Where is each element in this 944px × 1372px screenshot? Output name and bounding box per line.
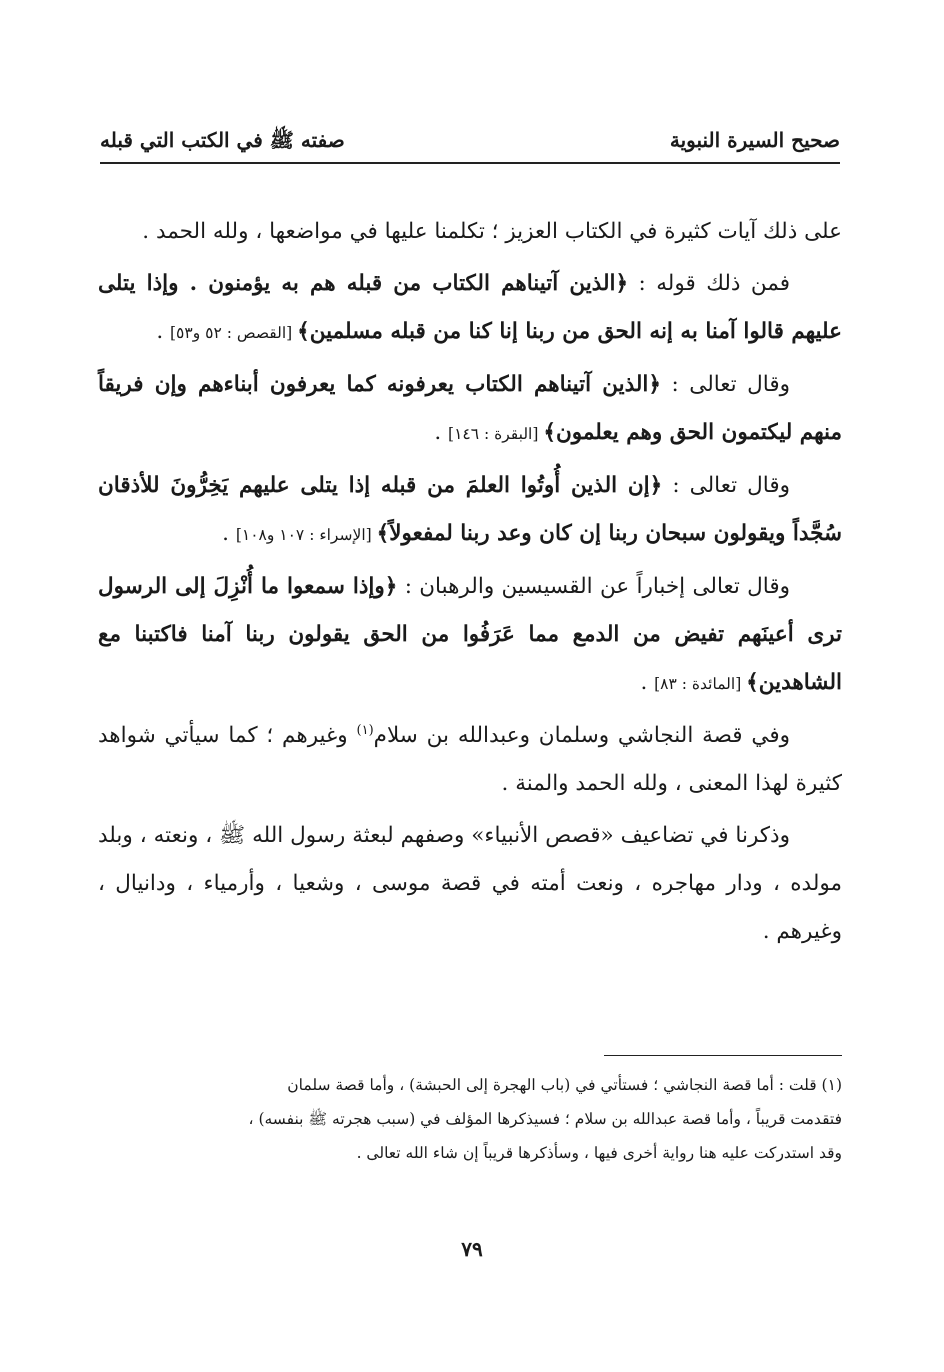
paragraph-end: وغيرهم ؛ كما سيأتي شواهد كثيرة لهذا المعنى ، ولله الحمد والمنة .	[98, 723, 842, 796]
footnote-rule	[604, 1055, 842, 1056]
footnote-marker[interactable]: (١)	[356, 722, 374, 738]
book-title: صحيح السيرة النبوية	[669, 128, 840, 152]
quran-quote: ﴿الذين آتيناهم الكتاب يعرفونه كما يعرفون أبناءهم وإن فريقاً منهم ليكتمون الحق وهم يعلمون﴾	[98, 372, 842, 445]
paragraph-lead: وفي قصة النجاشي وسلمان وعبدالله بن سلام	[373, 723, 790, 748]
quran-quote: ﴿الذين آتيناهم الكتاب من قبله هم به يؤمنون . وإذا يتلى عليهم قالوا آمنا به إنه الحق من ربنا إنا كنا من قبله مسلمين﴾	[98, 271, 842, 344]
paragraph-2	[98, 260, 842, 357]
paragraph-lead: وقال تعالى :	[661, 372, 790, 397]
paragraph-1	[98, 208, 842, 256]
paragraph-7	[98, 812, 842, 956]
paragraph-lead: وقال تعالى إخباراً عن القسيسين والرهبان :	[397, 574, 791, 599]
paragraph-lead: وقال تعالى :	[662, 473, 790, 498]
quran-quote: ﴿إن الذين أُوتُوا العلمَ من قبله إذا يتلى عليهم يَخِرُّونَ للأذقان سُجَّداً ويقولون سبحان ربنا إن كان وعد ربنا لمفعولاً﴾	[98, 473, 842, 546]
header-rule	[100, 162, 840, 164]
verse-reference: [البقرة : ١٤٦]	[448, 425, 544, 443]
paragraph-3	[98, 361, 842, 458]
paragraph-end: .	[434, 420, 449, 445]
paragraph-end: .	[222, 521, 236, 546]
footnote-line: وقد استدركت عليه هنا رواية أخرى فيها ، وسأذكرها قريباً إن شاء الله تعالى .	[356, 1144, 842, 1162]
footnote-line: (١) قلت : أما قصة النجاشي ؛ فستأتي في (باب الهجرة إلى الحبشة) ، وأما قصة سلمان	[287, 1076, 842, 1094]
footnote-line: فتقدمت قريباً ، وأما قصة عبدالله بن سلام ؛ فسيذكرها المؤلف في (سبب هجرته ﷺ بنفسه) ،	[248, 1110, 842, 1128]
footnote	[98, 1068, 842, 1170]
running-header	[100, 120, 840, 160]
paragraph-text: على ذلك آيات كثيرة في الكتاب العزيز ؛ تكلمنا عليها في مواضعها ، ولله الحمد .	[142, 219, 842, 244]
paragraph-5	[98, 563, 842, 708]
paragraph-4	[98, 462, 842, 559]
paragraph-6	[98, 712, 842, 808]
body-text	[98, 208, 842, 956]
page-number: ٧٩	[461, 1237, 483, 1261]
verse-reference: [القصص : ٥٢ و٥٣]	[169, 324, 298, 342]
chapter-title: صفته ﷺ في الكتب التي قبله	[100, 128, 345, 152]
verse-reference: [الإسراء : ١٠٧ و١٠٨]	[235, 526, 377, 544]
paragraph-end: .	[156, 319, 170, 344]
paragraph-text: وذكرنا في تضاعيف «قصص الأنبياء» وصفهم لبعثة رسول الله ﷺ ، ونعته ، وبلد مولده ، ودار مهاجره ، ونعت أمته في قصة موسى ، وشعيا ، وأرمياء ، ودانيال ، وغيرهم .	[98, 823, 842, 944]
paragraph-end: .	[640, 670, 655, 695]
quran-quote: ﴿وإذا سمعوا ما أُنْزِلَ إلى الرسول ترى أعينَهم تفيض من الدمع مما عَرَفُوا من الحق يقولون ربنا آمنا فاكتبنا مع الشاهدين﴾	[98, 574, 842, 695]
paragraph-lead: فمن ذلك قوله :	[628, 271, 790, 296]
verse-reference: [المائدة : ٨٣]	[654, 675, 747, 693]
